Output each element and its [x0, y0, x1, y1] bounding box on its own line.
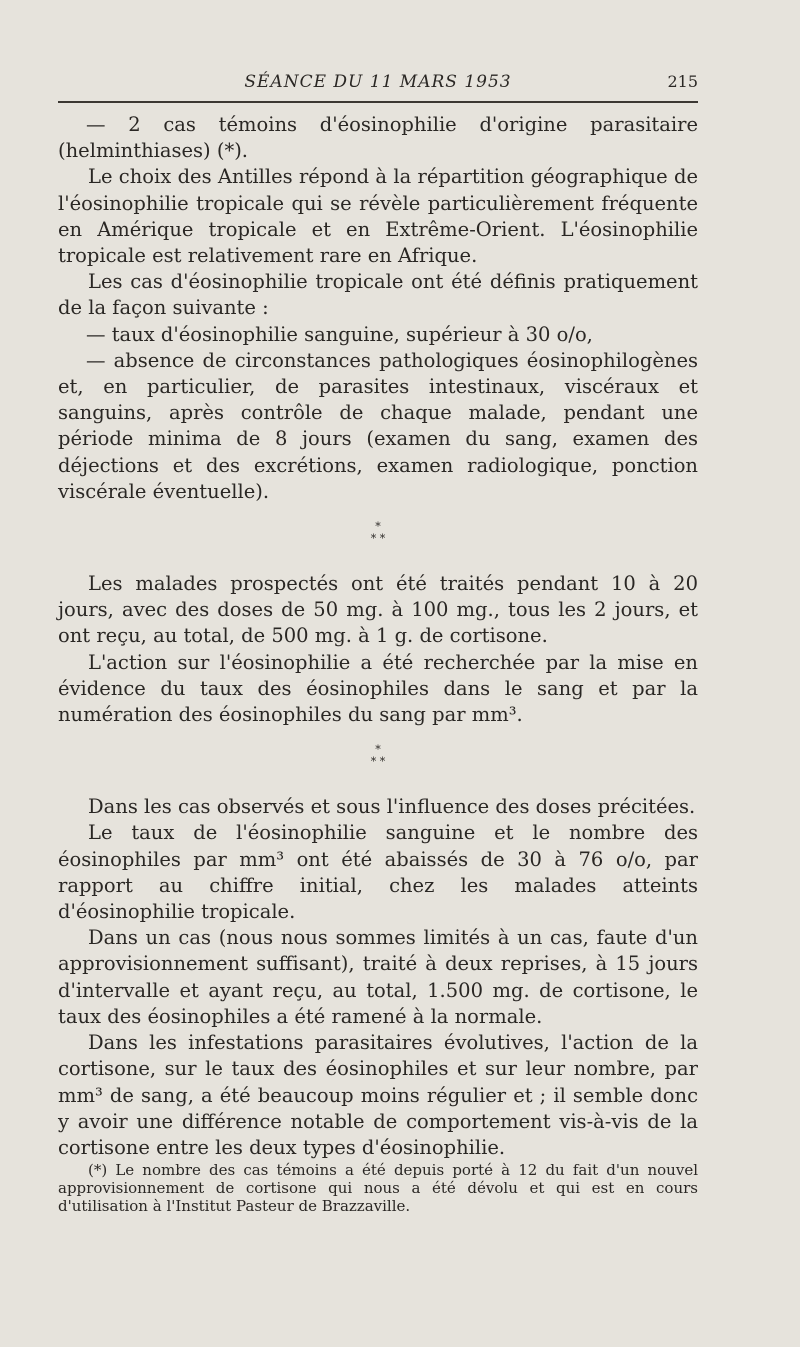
- running-title: SÉANCE DU 11 MARS 1953: [244, 72, 512, 92]
- asterism-top: *: [375, 520, 381, 534]
- asterism-bottom: * *: [370, 755, 386, 769]
- paragraph-antilles: Le choix des Antilles répond à la répartition géographique de l'éosinophilie tropicale qui se révèle particulièrement fréquente en Amérique tropicale et en Extrême-Orient. L'éosinophilie tropicale est relativement rare en Afrique.: [58, 165, 698, 268]
- asterism-1: [58, 521, 698, 545]
- paragraph-single-case: Dans un cas (nous nous sommes limités à un cas, faute d'un approvisionnement suffisant), traité à deux reprises, à 15 jours d'intervalle et ayant reçu, au total, 1.500 mg. de cortisone, le taux des éosinophiles a été ramené à la normale.: [58, 926, 698, 1028]
- header-rule: [58, 101, 698, 103]
- paragraph-parasitic-infestations: Dans les infestations parasitaires évolutives, l'action de la cortisone, sur le taux des éosinophiles et sur leur nombre, par mm³ de sang, a été beaucoup moins régulier et ; il semble donc y avoir une différence notable de comportement vis-à-vis de la cortisone entre les deux types d'éosinophilie.: [58, 1031, 698, 1159]
- footnote: (*) Le nombre des cas témoins a été depuis porté à 12 du fait d'un nouvel approvisionnement de cortisone qui nous a été dévolu et qui est en cours d'utilisation à l'Institut Pasteur de Brazzaville.: [58, 1161, 698, 1216]
- asterism-top: *: [375, 743, 381, 757]
- paragraph-control-cases: — 2 cas témoins d'éosinophilie d'origine parasitaire (helminthiases) (*).: [58, 113, 698, 163]
- paragraph-criterion-absence: — absence de circonstances pathologiques éosinophilogènes et, en particulier, de parasites intestinaux, viscéraux et sanguins, après contrôle de chaque malade, pendant une période minima de 8 jours (examen du sang, examen des déjections et des excrétions, examen radiologique, ponction viscérale éventuelle).: [58, 348, 698, 503]
- page-header: [58, 72, 698, 100]
- paragraph-criterion-rate: — taux d'éosinophilie sanguine, supérieur à 30 o/o,: [86, 322, 593, 346]
- asterism-bottom: * *: [370, 532, 386, 546]
- paragraph-rate-lowered: Le taux de l'éosinophilie sanguine et le nombre des éosinophiles par mm³ ont été abaissés de 30 à 76 o/o, par rapport au chiffre initial, chez les malades atteints d'éosinophilie tropicale.: [58, 821, 698, 924]
- body-text: [58, 112, 698, 1215]
- asterism-2: [58, 744, 698, 768]
- paragraph-treatment: Les malades prospectés ont été traités pendant 10 à 20 jours, avec des doses de 50 mg. à 100 mg., tous les 2 jours, et ont reçu, au total, de 500 mg. à 1 g. de cortisone.: [58, 572, 698, 648]
- paragraph-observed: Dans les cas observés et sous l'influence des doses précitées.: [88, 795, 696, 819]
- page-number: 215: [667, 72, 698, 91]
- paragraph-definition: Les cas d'éosinophilie tropicale ont été définis pratiquement de la façon suivante :: [58, 270, 698, 320]
- paragraph-action: L'action sur l'éosinophilie a été recherchée par la mise en évidence du taux des éosinophiles dans le sang et par la numération des éosinophiles du sang par mm³.: [58, 650, 698, 727]
